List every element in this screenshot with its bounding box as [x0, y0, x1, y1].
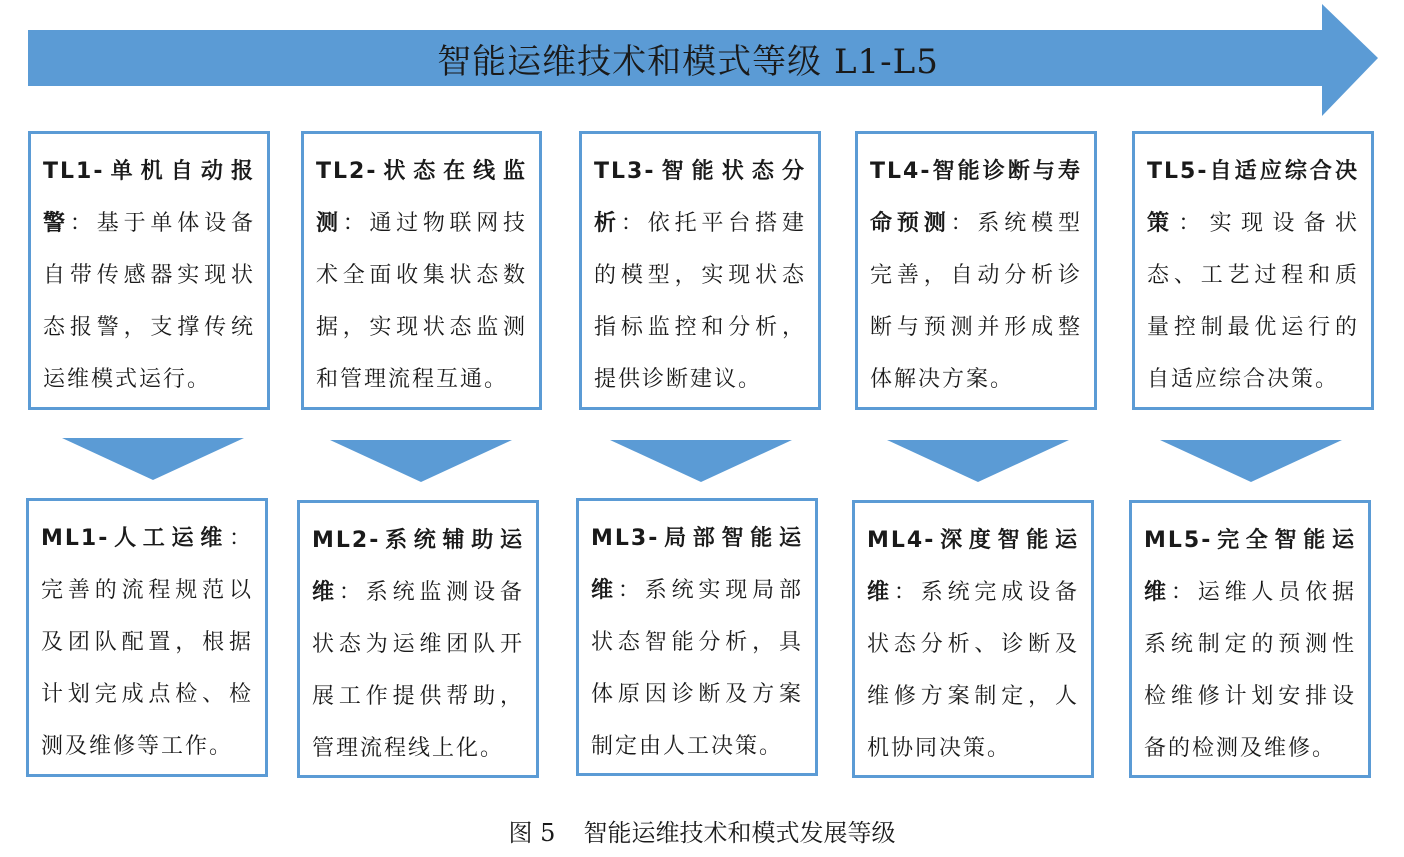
tech-level-label: TL5-自适应综合决策: [1147, 159, 1359, 236]
tech-level-box-3: [579, 131, 821, 410]
down-arrow-icon: [330, 440, 512, 482]
mode-level-label: ML3-局部智能运维: [591, 526, 803, 603]
mode-level-box-5: [1129, 500, 1371, 778]
mode-level-box-4: [852, 500, 1094, 778]
tech-level-label: TL2-状态在线监测: [316, 159, 527, 236]
down-arrow-icon: [610, 440, 792, 482]
tech-level-box-4: [855, 131, 1097, 410]
mode-level-text: ：系统完成设备状态分析、诊断及维修方案制定，人机协同决策。: [867, 580, 1079, 761]
mode-level-text: ：系统监测设备状态为运维团队开展工作提供帮助，管理流程线上化。: [312, 580, 524, 761]
tech-level-label: TL3-智能状态分析: [594, 159, 806, 236]
tech-level-box-1: [28, 131, 270, 410]
tech-level-label: TL4-智能诊断与寿命预测: [870, 159, 1082, 236]
down-arrow-icon: [887, 440, 1069, 482]
mode-level-box-1: [26, 498, 268, 777]
mode-level-text: ：完善的流程规范以及团队配置，根据计划完成点检、检测及维修等工作。: [41, 526, 253, 759]
tech-level-label: TL1-单机自动报警: [43, 159, 255, 236]
tech-level-text: ：依托平台搭建的模型，实现状态指标监控和分析，提供诊断建议。: [594, 211, 806, 392]
tech-level-text: ：基于单体设备自带传感器实现状态报警，支撑传统运维模式运行。: [43, 211, 255, 392]
down-arrow-icon: [1160, 440, 1342, 482]
tech-level-box-2: [301, 131, 542, 410]
tech-level-text: ：实现设备状态、工艺过程和质量控制最优运行的自适应综合决策。: [1147, 211, 1359, 392]
mode-level-label: ML5-完全智能运维: [1144, 528, 1356, 605]
mode-level-text: ：运维人员依据系统制定的预测性检维修计划安排设备的检测及维修。: [1144, 580, 1356, 761]
mode-level-text: ：系统实现局部状态智能分析，具体原因诊断及方案制定由人工决策。: [591, 578, 803, 759]
tech-level-text: ：系统模型完善，自动分析诊断与预测并形成整体解决方案。: [870, 211, 1082, 392]
tech-level-text: ：通过物联网技术全面收集状态数据，实现状态监测和管理流程互通。: [316, 211, 527, 392]
mode-level-label: ML4-深度智能运维: [867, 528, 1079, 605]
mode-level-label: ML2-系统辅助运维: [312, 528, 524, 605]
tech-level-box-5: [1132, 131, 1374, 410]
mode-level-box-3: [576, 498, 818, 776]
banner-title: 智能运维技术和模式等级 L1-L5: [437, 41, 939, 82]
mode-level-box-2: [297, 500, 539, 778]
mode-level-label: ML1-人工运维: [41, 526, 229, 551]
figure-caption: [0, 813, 1404, 848]
down-arrow-icon: [62, 438, 244, 480]
figure-number: 图 5: [508, 819, 556, 847]
figure-caption-text: 智能运维技术和模式发展等级: [583, 819, 896, 847]
